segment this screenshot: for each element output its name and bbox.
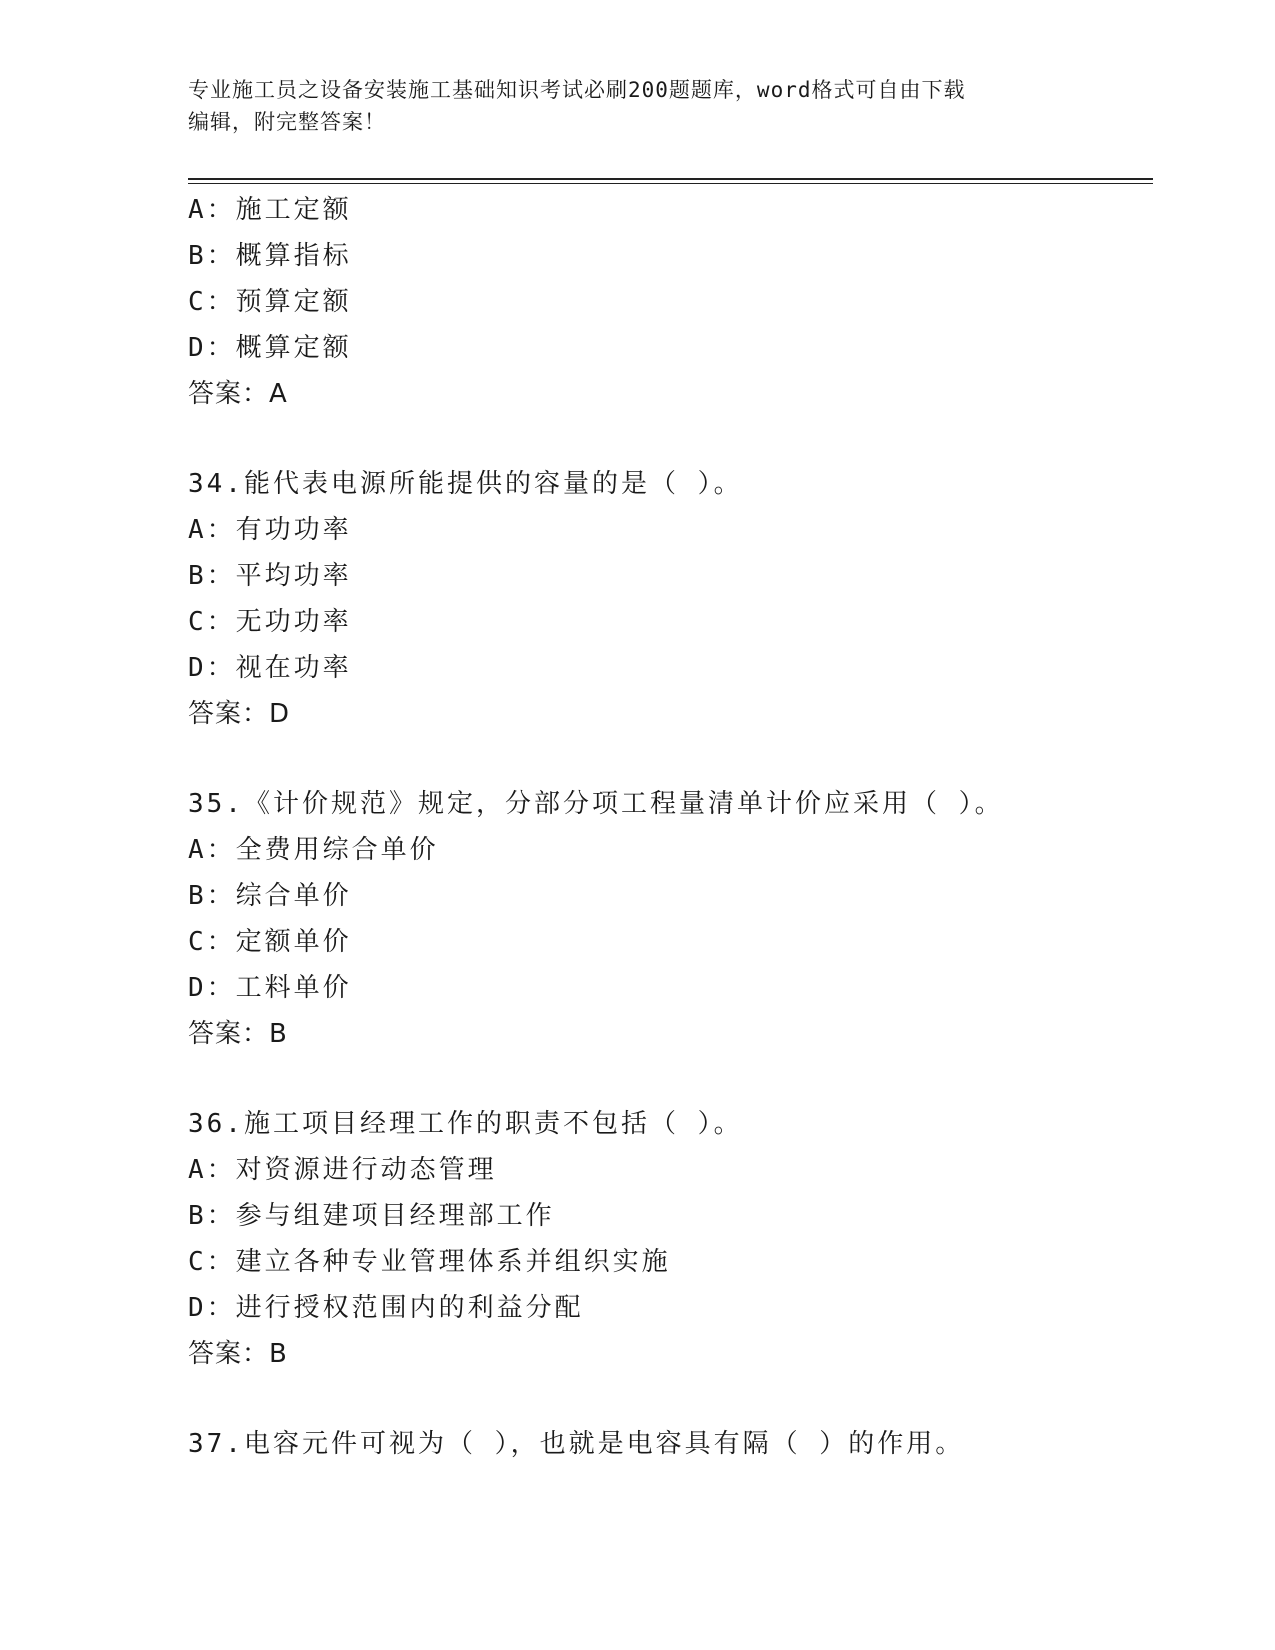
answer-line: 答案：A [188,379,288,409]
question-list [188,187,1153,1467]
option-b: B：平均功率 [188,561,352,591]
document-header [188,74,1068,138]
option-b: B：参与组建项目经理部工作 [188,1201,555,1231]
block-spacer [188,1377,1153,1421]
option-c: C：建立各种专业管理体系并组织实施 [188,1247,671,1277]
question-block [188,461,1153,737]
option-c: C：预算定额 [188,287,352,317]
header-divider-thin [188,183,1153,184]
question-block [188,187,1153,417]
option-a: A：施工定额 [188,195,352,225]
option-a: A：对资源进行动态管理 [188,1155,497,1185]
question-text: 37.电容元件可视为（ ），也就是电容具有隔（ ）的作用。 [188,1429,965,1459]
option-d: D：概算定额 [188,333,352,363]
option-d: D：工料单价 [188,973,352,1003]
block-spacer [188,737,1153,781]
option-d: D：视在功率 [188,653,352,683]
header-title-line-2: 编辑，附完整答案！ [188,110,386,134]
answer-line: 答案：D [188,699,291,729]
option-c: C：定额单价 [188,927,352,957]
option-b: B：综合单价 [188,881,352,911]
option-a: A：有功功率 [188,515,352,545]
option-a: A：全费用综合单价 [188,835,439,865]
option-d: D：进行授权范围内的利益分配 [188,1293,584,1323]
question-block [188,1421,1153,1467]
header-divider-thick [188,178,1153,180]
block-spacer [188,417,1153,461]
answer-line: 答案：B [188,1339,288,1369]
option-b: B：概算指标 [188,241,352,271]
question-block [188,781,1153,1057]
question-block [188,1101,1153,1377]
question-text: 35.《计价规范》规定，分部分项工程量清单计价应采用（ ）。 [188,789,1004,819]
question-text: 36.施工项目经理工作的职责不包括（ ）。 [188,1109,743,1139]
question-text: 34.能代表电源所能提供的容量的是（ ）。 [188,469,743,499]
block-spacer [188,1057,1153,1101]
answer-line: 答案：B [188,1019,288,1049]
header-title-line-1: 专业施工员之设备安装施工基础知识考试必刷200题题库，word格式可自由下载 [188,78,966,102]
option-c: C：无功功率 [188,607,352,637]
